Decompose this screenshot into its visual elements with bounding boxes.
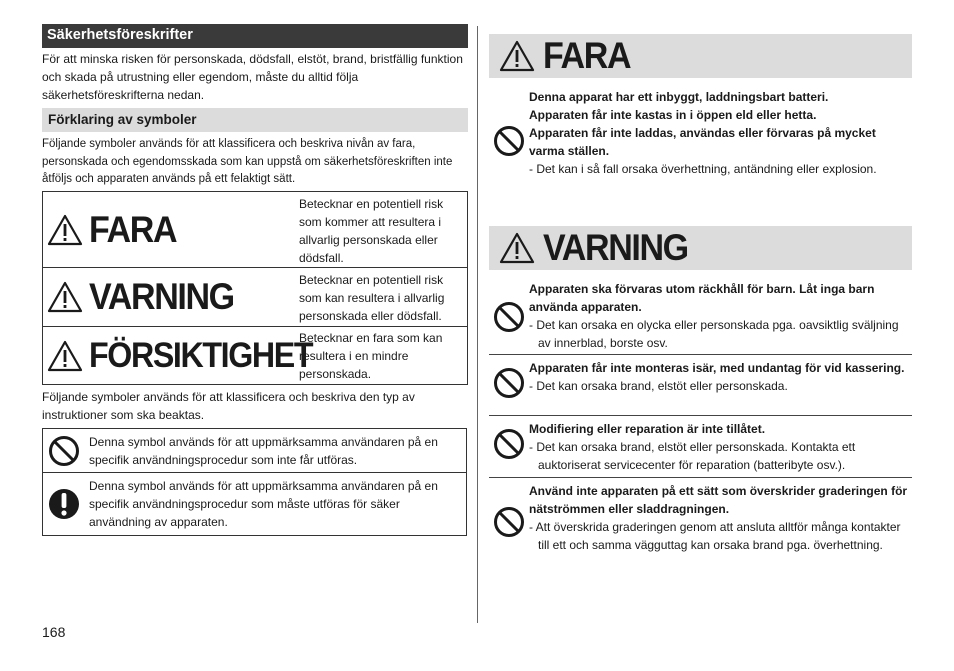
- symbol-types-table: [42, 428, 468, 536]
- varning-heading-bar: [489, 226, 912, 270]
- column-divider: [477, 26, 478, 623]
- symbol-type-row: [42, 428, 467, 473]
- item-bold-text: Använd inte apparaten på ett sätt som överskrider graderingen för nätströmmen eller sladdragningen.: [529, 484, 908, 516]
- subsection-title-bar: [42, 108, 468, 132]
- intro-paragraph: För att minska risken för personskada, dödsfall, elstöt, brand, bristfällig funktion och skada på utrustning eller egendom, måste du alltid följa säkerhetsföreskrifterna nedan.: [42, 52, 463, 102]
- signal-word-table: [42, 191, 468, 385]
- varning-item: [489, 420, 912, 475]
- signal-row-varning: [43, 268, 468, 327]
- warning-triangle-icon: [499, 40, 535, 72]
- signal-word-cell: [43, 268, 293, 326]
- varning-heading: VARNING: [543, 227, 688, 268]
- section-title: Säkerhetsföreskrifter: [47, 27, 193, 43]
- mandatory-action-icon: [48, 487, 80, 521]
- signal-word-cell: [43, 192, 293, 267]
- warning-triangle-icon: [47, 281, 83, 313]
- fara-item: [489, 88, 912, 198]
- varning-item: [489, 359, 912, 413]
- warning-triangle-icon: [47, 214, 83, 246]
- item-bold-text: Apparaten ska förvaras utom räckhåll för barn. Låt inga barn använda apparaten.: [529, 282, 875, 314]
- item-bold-text: Apparaten får inte kastas in i öppen eld eller hetta.: [529, 108, 817, 122]
- section-title-bar: [42, 24, 468, 48]
- fara-heading-bar: [489, 34, 912, 78]
- prohibition-icon: [493, 506, 525, 538]
- signal-row-forsiktighet: [43, 327, 468, 384]
- signal-word-fara: FARA: [89, 208, 177, 250]
- item-bold-text: Denna apparat har ett inbyggt, laddningsbart batteri.: [529, 90, 829, 104]
- item-separator: [489, 415, 912, 416]
- item-separator: [489, 477, 912, 478]
- item-bold-text: Apparaten får inte monteras isär, med undantag för vid kassering.: [529, 361, 905, 375]
- symbol-type-row: [42, 472, 467, 536]
- symbol-type-text: Denna symbol används för att uppmärksamma användaren på en specifik användningsprocedur som inte får utföras.: [89, 435, 438, 467]
- signal-desc-fara: Betecknar en potentiell risk som kommer att resultera i allvarlig personskada eller dödsfall.: [299, 197, 444, 265]
- warning-triangle-icon: [499, 232, 535, 264]
- item-note: - Det kan i så fall orsaka överhettning, antändning eller explosion.: [529, 162, 877, 176]
- item-bold-text: Apparaten får inte laddas, användas eller förvaras på mycket varma ställen.: [529, 126, 876, 158]
- signal-word-varning: VARNING: [89, 276, 234, 317]
- page-number: 168: [42, 624, 66, 640]
- warning-triangle-icon: [47, 340, 83, 372]
- varning-item: [489, 482, 912, 572]
- item-bold-text: Modifiering eller reparation är inte tillåtet.: [529, 422, 766, 436]
- prohibition-icon: [493, 428, 525, 460]
- item-separator: [489, 354, 912, 355]
- item-note: - Det kan orsaka brand, elstöt eller personskada.: [529, 379, 788, 393]
- symbol-type-text: Denna symbol används för att uppmärksamma användaren på en specifik användningsprocedur som måste utföras för säker användning av apparaten.: [89, 479, 438, 529]
- prohibition-icon: [493, 301, 525, 333]
- symbols-intro: Följande symboler används för att klassificera och beskriva nivån av fara, personskada och egendomsskada som kan uppstå om säkerhetsföreskriften inte åtföljs och apparaten används på ett felaktigt sätt.: [42, 138, 453, 185]
- signal-word-forsiktighet: FÖRSIKTIGHET: [89, 335, 313, 375]
- signal-desc-forsiktighet: Betecknar en fara som kan resultera i en mindre personskada.: [299, 331, 443, 381]
- signal-row-fara: [43, 192, 468, 268]
- prohibition-icon: [493, 125, 525, 157]
- varning-item: [489, 280, 912, 352]
- signal-desc-varning: Betecknar en potentiell risk som kan resultera i allvarlig personskada eller dödsfall.: [299, 273, 445, 323]
- item-note: - Det kan orsaka brand, elstöt eller personskada. Kontakta ett auktoriserat servicecenter för reparation (batteribyte osv.).: [529, 440, 856, 472]
- item-note: - Det kan orsaka en olycka eller personskada pga. oavsiktlig sväljning av innerblad, borste osv.: [529, 318, 899, 350]
- prohibition-icon: [493, 367, 525, 399]
- prohibition-icon: [48, 435, 80, 467]
- fara-heading: FARA: [543, 35, 631, 76]
- subsection-title: Förklaring av symboler: [48, 112, 197, 127]
- item-note: - Att överskrida graderingen genom att ansluta alltför många kontakter till ett och samma vägguttag kan orsaka brand pga. överhettning.: [529, 520, 901, 552]
- signal-word-cell: [43, 327, 313, 384]
- types-intro: Följande symboler används för att klassificera och beskriva den typ av instruktioner som ska beaktas.: [42, 390, 415, 422]
